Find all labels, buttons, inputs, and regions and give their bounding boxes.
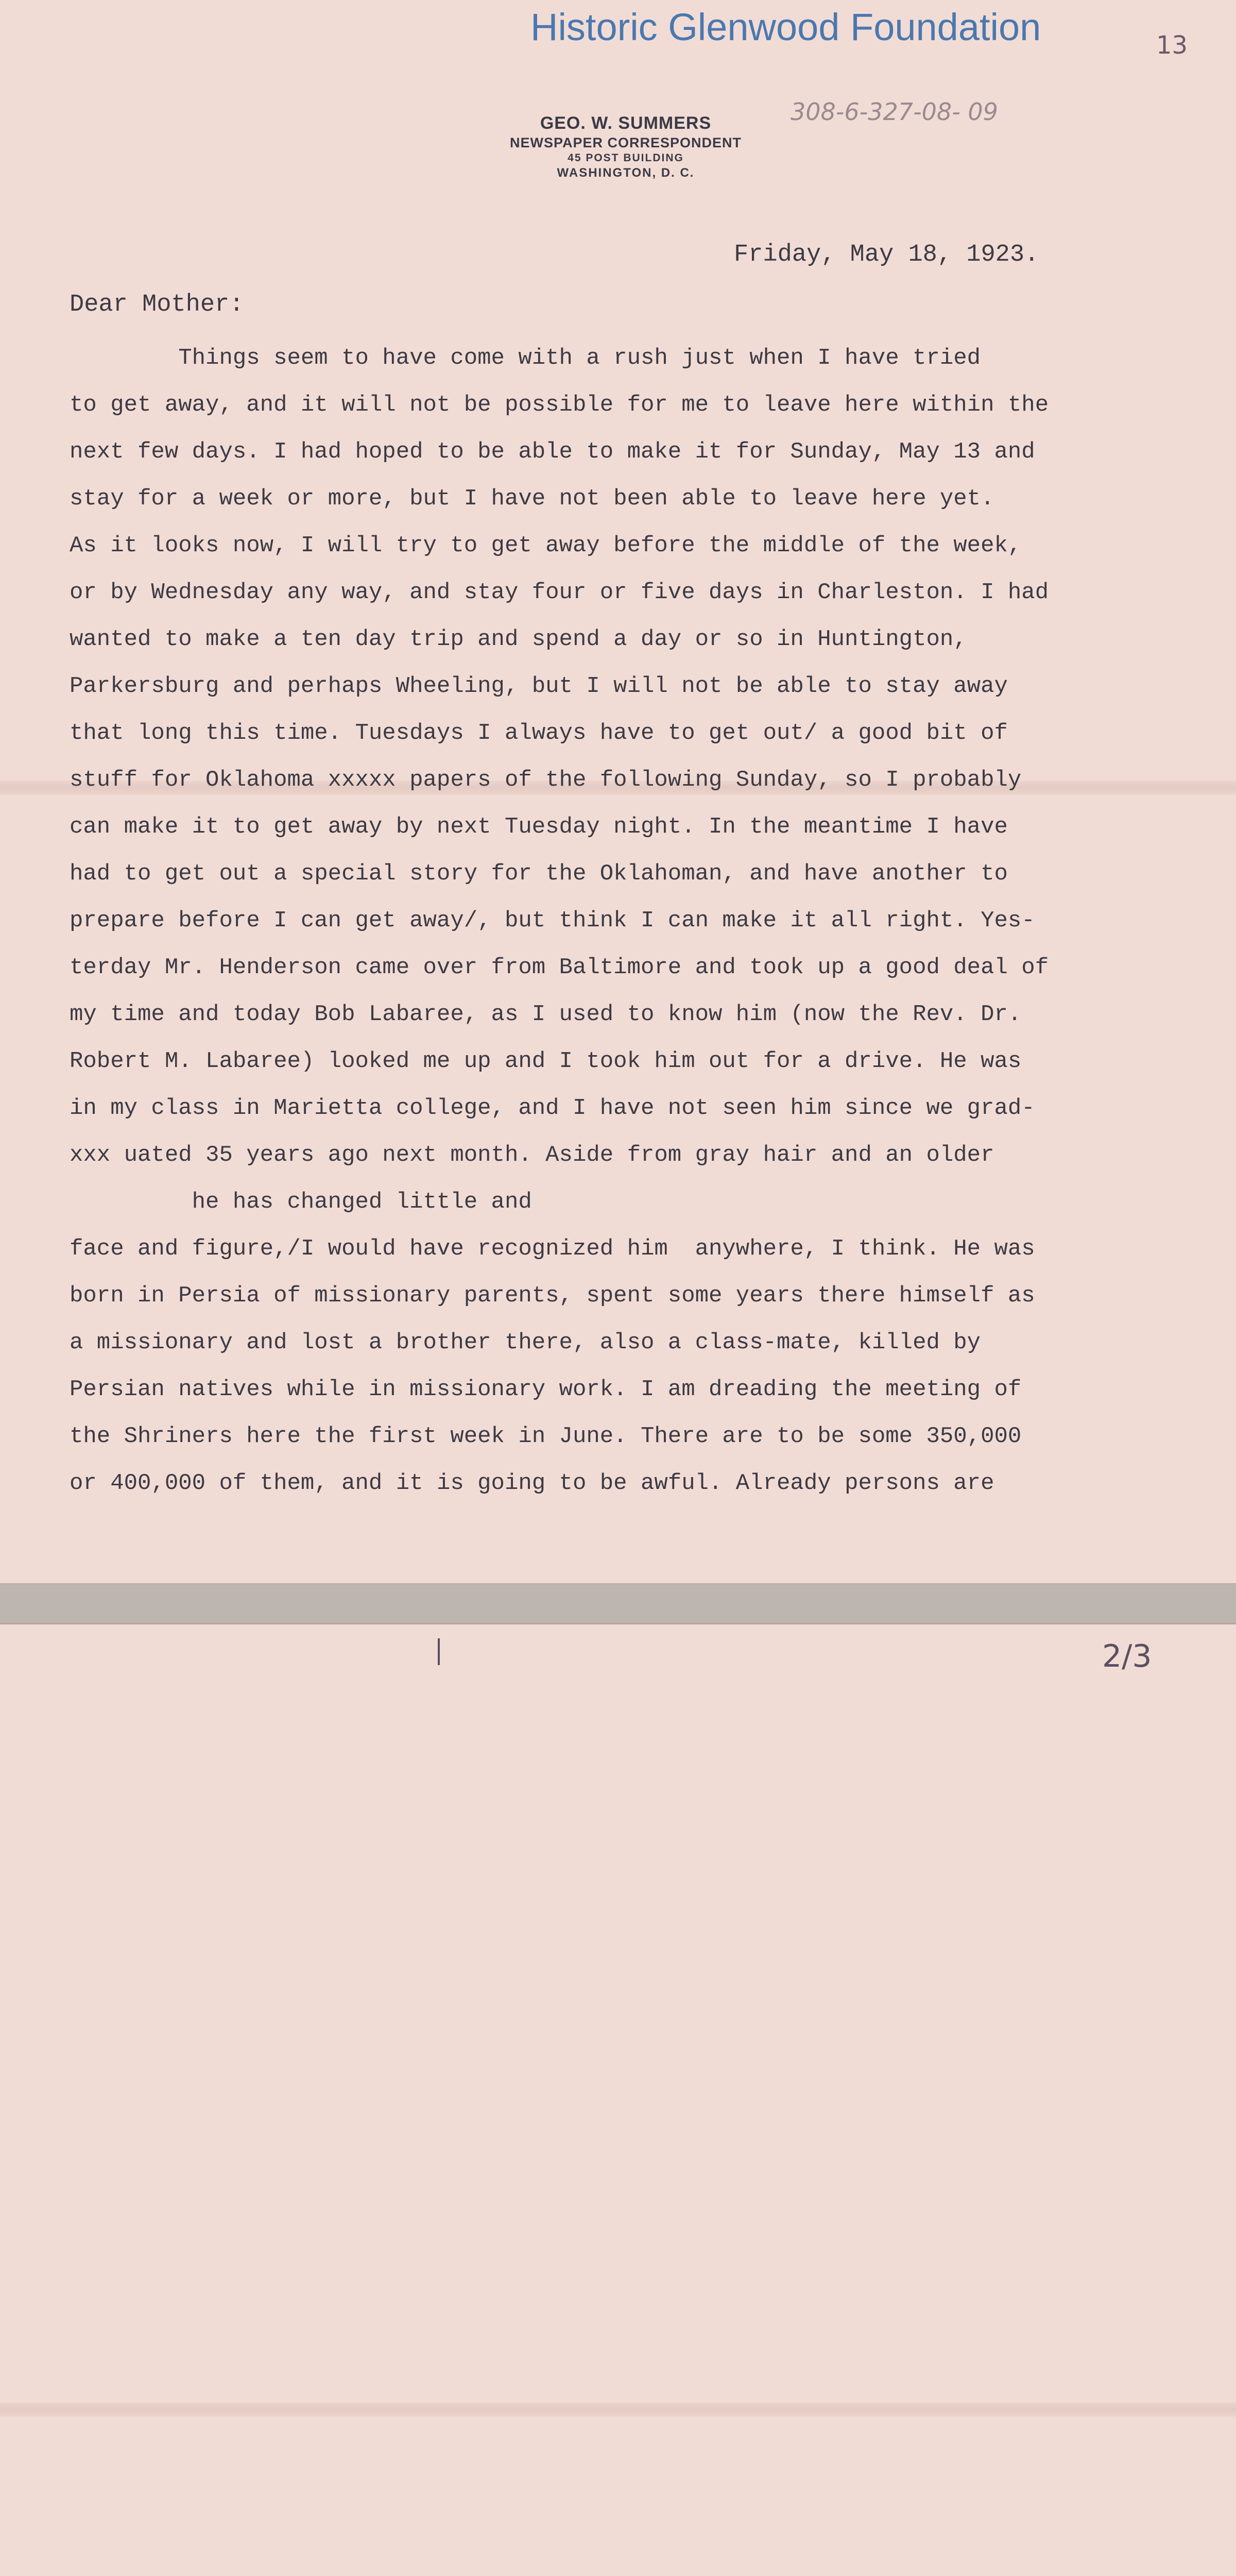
watermark: Historic Glenwood Foundation <box>530 6 1041 48</box>
letterhead-city: WASHINGTON, D. C. <box>557 165 695 180</box>
text-line: a missionary and lost a brother there, also a class-mate, killed by <box>70 1330 981 1355</box>
salutation: Dear Mother: <box>70 291 244 318</box>
text-line: Things seem to have come with a rush just when I have tried <box>70 345 981 371</box>
catalog-number: 308-6-327-08- 09 <box>791 98 998 126</box>
text-line: born in Persia of missionary parents, spent some years there himself as <box>70 1283 1035 1309</box>
text-line: stay for a week or more, but I have not been able to leave here yet. <box>70 486 994 512</box>
text-line: wanted to make a ten day trip and spend a day or so in Huntington, <box>70 626 967 652</box>
letterhead <box>448 112 803 181</box>
text-line: next few days. I had hoped to be able to make it for Sunday, May 13 and <box>70 439 1035 465</box>
letter-date: Friday, May 18, 1923. <box>734 241 1039 268</box>
text-line: had to get out a special story for the Oklahoman, and have another to <box>70 861 1008 887</box>
text-line: As it looks now, I will try to get away before the middle of the week, <box>70 533 1022 558</box>
page-separator <box>0 1584 1236 1623</box>
letterhead-title: NEWSPAPER CORRESPONDENT <box>509 134 742 150</box>
text-line: he has changed little and <box>70 1189 532 1215</box>
text-line: the Shriners here the first week in June. There are to be some 350,000 <box>70 1423 1022 1449</box>
text-line: can make it to get away by next Tuesday night. In the meantime I have <box>70 814 1008 840</box>
page-mark-1: 13 <box>1156 31 1188 60</box>
letter-body-page-1 <box>70 335 1049 1507</box>
text-line: that long this time. Tuesdays I always have to get out/ a good bit of <box>70 720 1008 746</box>
page-mark-2: 2/3 <box>1102 1638 1152 1674</box>
text-line: in my class in Marietta college, and I have not seen him since we grad- <box>70 1095 1035 1121</box>
text-line: Parkersburg and perhaps Wheeling, but I will not be able to stay away <box>70 673 1008 699</box>
text-line: Persian natives while in missionary work. I am dreading the meeting of <box>70 1377 1022 1402</box>
letterhead-name: GEO. W. SUMMERS <box>540 113 712 133</box>
letterhead-address: 45 POST BUILDING <box>568 152 684 164</box>
text-line: xxx uated 35 years ago next month. Aside from gray hair and an older <box>70 1142 994 1168</box>
text-line: to get away, and it will not be possible for me to leave here within the <box>70 392 1049 418</box>
fold-crease <box>0 2402 1236 2417</box>
text-line: or 400,000 of them, and it is going to be awful. Already persons are <box>70 1470 994 1496</box>
text-line: prepare before I can get away/, but think I can make it all right. Yes- <box>70 908 1035 934</box>
letter-page-2 <box>0 1623 1236 2576</box>
text-line: face and figure,/I would have recognized him anywhere, I think. He was <box>70 1236 1035 1262</box>
pencil-mark <box>438 1638 440 1665</box>
text-line: stuff for Oklahoma xxxxx papers of the following Sunday, so I probably <box>70 767 1022 793</box>
text-line: or by Wednesday any way, and stay four or five days in Charleston. I had <box>70 580 1049 605</box>
text-line: my time and today Bob Labaree, as I used to know him (now the Rev. Dr. <box>70 1002 1022 1027</box>
text-line: Robert M. Labaree) looked me up and I took him out for a drive. He was <box>70 1048 1022 1074</box>
text-line: terday Mr. Henderson came over from Baltimore and took up a good deal of <box>70 955 1049 980</box>
